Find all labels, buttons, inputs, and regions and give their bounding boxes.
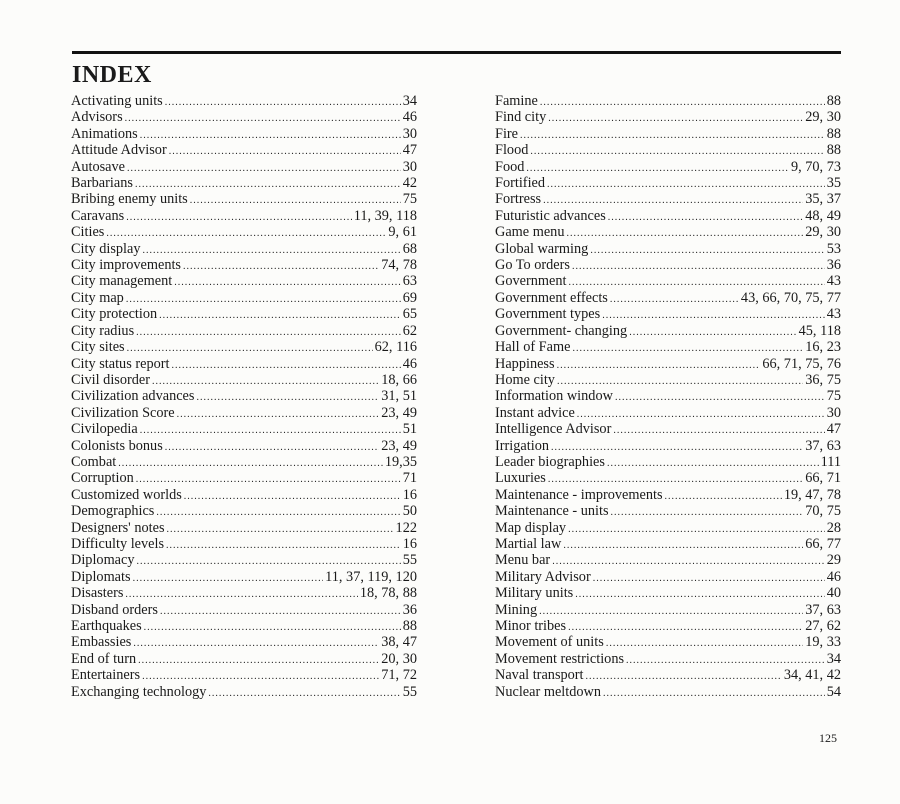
index-term: Irrigation (495, 437, 549, 454)
index-entry (71, 323, 417, 339)
index-pages: 29, 30 (805, 109, 841, 126)
dot-leader (575, 587, 824, 603)
index-entry (495, 126, 841, 142)
index-entry (495, 175, 841, 191)
dot-leader (160, 604, 401, 620)
index-pages: 75 (402, 191, 417, 208)
index-entry (495, 142, 841, 158)
index-entry (495, 323, 841, 339)
index-entry (71, 569, 417, 585)
index-entry (71, 405, 417, 421)
index-entry (495, 470, 841, 486)
index-term: Corruption (71, 470, 134, 487)
index-entry (71, 290, 417, 306)
top-rule (72, 51, 841, 54)
index-pages: 88 (826, 125, 841, 142)
index-entry (495, 552, 841, 568)
dot-leader (138, 653, 379, 669)
index-term: Advisors (71, 109, 123, 126)
index-pages: 27, 62 (805, 618, 841, 634)
index-entry (71, 372, 417, 388)
index-entry (495, 487, 841, 503)
dot-leader (125, 587, 357, 603)
index-pages: 55 (402, 683, 417, 700)
index-entry (71, 487, 417, 503)
index-pages: 36 (826, 257, 841, 274)
index-term: City display (71, 240, 141, 257)
dot-leader (547, 177, 825, 193)
index-entry (71, 224, 417, 240)
page-number: 125 (819, 731, 837, 745)
dot-leader (140, 128, 401, 144)
index-term: Home city (495, 371, 555, 388)
index-entry (495, 438, 841, 454)
index-pages: 9, 70, 73 (790, 158, 841, 175)
index-pages: 74, 78 (381, 257, 417, 274)
dot-leader (166, 538, 401, 554)
index-entry (71, 602, 417, 618)
index-term: Fortress (495, 191, 542, 208)
index-term: Government- changing (495, 322, 628, 339)
dot-leader (140, 423, 401, 439)
index-pages: 111 (820, 453, 841, 470)
index-pages: 34, 41, 42 (783, 667, 841, 684)
dot-leader (126, 292, 401, 308)
index-term: Civilization Score (71, 404, 175, 421)
index-pages: 30 (402, 158, 417, 175)
dot-leader (125, 111, 401, 127)
index-entry (495, 536, 841, 552)
index-term: Colonists bonus (71, 437, 163, 454)
index-entry (495, 257, 841, 273)
index-term: Diplomacy (71, 552, 135, 569)
index-pages: 46 (826, 568, 841, 585)
index-entry (71, 470, 417, 486)
index-pages: 122 (395, 519, 417, 536)
index-entry (495, 651, 841, 667)
index-pages: 29 (826, 552, 841, 569)
dot-leader (540, 95, 825, 111)
index-term: Information window (495, 388, 613, 405)
dot-leader (557, 358, 761, 374)
dot-leader (665, 489, 782, 505)
index-pages: 23, 49 (381, 404, 417, 421)
dot-leader (526, 161, 789, 177)
index-term: City management (71, 273, 173, 290)
index-term: City radius (71, 322, 135, 339)
index-pages: 68 (402, 240, 417, 257)
index-term: Movement of units (495, 634, 604, 651)
index-pages: 11, 39, 118 (353, 207, 417, 224)
index-entry (495, 109, 841, 125)
index-term: Combat (71, 453, 117, 470)
index-term: Find city (495, 109, 547, 126)
index-pages: 88 (826, 142, 841, 159)
index-entry (495, 339, 841, 355)
index-pages: 47 (402, 142, 417, 159)
index-term: Civilization advances (71, 388, 195, 405)
index-pages: 38, 47 (381, 634, 417, 651)
dot-leader (183, 259, 379, 275)
index-column-right (495, 93, 841, 700)
index-pages: 34 (402, 93, 417, 109)
index-entry (495, 93, 841, 109)
index-pages: 46 (402, 355, 417, 372)
index-entry (71, 552, 417, 568)
index-column-left (71, 93, 417, 700)
dot-leader (586, 669, 782, 685)
index-entry (495, 208, 841, 224)
index-entry (495, 356, 841, 372)
dot-leader (144, 620, 401, 636)
index-entry (71, 388, 417, 404)
index-term: Luxuries (495, 470, 546, 487)
index-term: Global warming (495, 240, 589, 257)
dot-leader (611, 505, 804, 521)
index-entry (71, 109, 417, 125)
dot-leader (171, 358, 400, 374)
index-pages: 71 (402, 470, 417, 487)
index-pages: 30 (402, 125, 417, 142)
index-term: City protection (71, 306, 158, 323)
index-pages: 34 (826, 650, 841, 667)
index-entry (71, 159, 417, 175)
index-pages: 53 (826, 240, 841, 257)
index-entry (71, 175, 417, 191)
dot-leader (520, 128, 825, 144)
index-term: Military units (495, 585, 574, 602)
index-entry (71, 454, 417, 470)
index-term: Military Advisor (495, 568, 591, 585)
index-pages: 43, 66, 70, 75, 77 (740, 289, 841, 306)
index-entry (71, 306, 417, 322)
dot-leader (126, 210, 352, 226)
index-entry (495, 421, 841, 437)
index-term: Nuclear meltdown (495, 683, 601, 700)
index-entry (495, 667, 841, 683)
index-entry (495, 634, 841, 650)
index-term: Government (495, 273, 567, 290)
dot-leader (118, 456, 383, 472)
index-term: Leader biographies (495, 453, 605, 470)
index-term: Famine (495, 93, 538, 109)
index-pages: 19, 33 (805, 634, 841, 651)
index-term: Fire (495, 125, 519, 142)
index-term: Movement restrictions (495, 650, 625, 667)
index-term: Government effects (495, 289, 608, 306)
index-entry (71, 93, 417, 109)
index-pages: 31, 51 (381, 388, 417, 405)
dot-leader (606, 636, 803, 652)
index-term: Difficulty levels (71, 535, 165, 552)
index-entry (495, 372, 841, 388)
index-entry (71, 191, 417, 207)
index-term: Government types (495, 306, 601, 323)
index-entry (71, 126, 417, 142)
dot-leader (613, 423, 824, 439)
dot-leader (602, 308, 824, 324)
index-pages: 66, 71 (805, 470, 841, 487)
dot-leader (167, 522, 394, 538)
dot-leader (608, 210, 803, 226)
index-term: Entertainers (71, 667, 141, 684)
index-pages: 48, 49 (805, 207, 841, 224)
index-pages: 63 (402, 273, 417, 290)
index-pages: 47 (826, 421, 841, 438)
dot-leader (184, 489, 401, 505)
index-term: City map (71, 289, 124, 306)
index-entry (495, 273, 841, 289)
index-term: Embassies (71, 634, 132, 651)
index-term: Minor tribes (495, 618, 567, 634)
index-entry (495, 602, 841, 618)
index-entry (71, 241, 417, 257)
index-entry (71, 356, 417, 372)
index-pages: 23, 49 (381, 437, 417, 454)
dot-leader (159, 308, 401, 324)
index-pages: 37, 63 (805, 601, 841, 618)
index-term: Map display (495, 519, 567, 536)
index-pages: 20, 30 (381, 650, 417, 667)
index-term: Happiness (495, 355, 555, 372)
index-pages: 43 (826, 306, 841, 323)
dot-leader (610, 292, 739, 308)
index-term: Food (495, 158, 525, 175)
dot-leader (174, 275, 400, 291)
dot-leader (143, 243, 401, 259)
index-term: Barbarians (71, 175, 133, 192)
index-entry (71, 257, 417, 273)
index-entry (495, 191, 841, 207)
dot-leader (208, 686, 400, 702)
dot-leader (552, 554, 825, 570)
dot-leader (133, 571, 324, 587)
index-title: INDEX (72, 62, 152, 88)
index-term: Earthquakes (71, 618, 142, 634)
index-term: End of turn (71, 650, 137, 667)
index-entry (495, 520, 841, 536)
dot-leader (177, 407, 380, 423)
index-term: Exchanging technology (71, 683, 207, 700)
index-term: Intelligence Advisor (495, 421, 612, 438)
index-pages: 36 (402, 601, 417, 618)
index-entry (495, 159, 841, 175)
index-entry (495, 684, 841, 700)
index-entry (495, 241, 841, 257)
index-pages: 18, 78, 88 (359, 585, 417, 602)
index-term: Attitude Advisor (71, 142, 167, 159)
index-pages: 36, 75 (805, 371, 841, 388)
index-term: Customized worlds (71, 486, 182, 503)
index-entry (71, 585, 417, 601)
dot-leader (603, 686, 825, 702)
index-entry (495, 618, 841, 634)
index-term: Instant advice (495, 404, 575, 421)
index-pages: 62, 116 (374, 339, 417, 356)
index-entry (71, 651, 417, 667)
index-entry (71, 273, 417, 289)
index-pages: 75 (826, 388, 841, 405)
index-pages: 16 (402, 535, 417, 552)
index-term: City status report (71, 355, 170, 372)
index-term: Flood (495, 142, 529, 159)
index-entry (495, 405, 841, 421)
dot-leader (615, 390, 825, 406)
index-term: Futuristic advances (495, 207, 606, 224)
index-entry (71, 536, 417, 552)
index-term: Menu bar (495, 552, 551, 569)
index-entry (495, 454, 841, 470)
dot-leader (165, 95, 401, 111)
index-entry (71, 667, 417, 683)
index-pages: 62 (402, 322, 417, 339)
index-pages: 54 (826, 683, 841, 700)
dot-leader (563, 538, 803, 554)
index-term: Diplomats (71, 568, 131, 585)
dot-leader (136, 325, 401, 341)
index-pages: 16 (402, 486, 417, 503)
index-pages: 51 (402, 421, 417, 438)
index-term: Naval transport (495, 667, 584, 684)
index-pages: 37, 63 (805, 437, 841, 454)
index-pages: 45, 118 (798, 322, 841, 339)
index-entry (495, 585, 841, 601)
dot-leader (590, 243, 824, 259)
dot-leader (548, 111, 803, 127)
index-entry (71, 339, 417, 355)
index-pages: 50 (402, 503, 417, 520)
index-pages: 11, 37, 119, 120 (325, 568, 417, 585)
index-pages: 70, 75 (805, 503, 841, 520)
index-term: Autosave (71, 158, 125, 175)
index-term: Game menu (495, 224, 565, 241)
index-entry (71, 520, 417, 536)
index-pages: 9, 61 (388, 224, 417, 241)
index-pages: 28 (826, 519, 841, 536)
index-term: Fortified (495, 175, 546, 192)
index-pages: 42 (402, 175, 417, 192)
dot-leader (566, 226, 803, 242)
index-pages: 35 (826, 175, 841, 192)
index-pages: 66, 71, 75, 76 (762, 355, 841, 372)
dot-leader (169, 144, 401, 160)
index-term: Maintenance - units (495, 503, 609, 520)
index-term: Cities (71, 224, 105, 241)
index-entry (495, 306, 841, 322)
index-term: Hall of Fame (495, 339, 571, 356)
index-entry (495, 290, 841, 306)
index-pages: 16, 23 (805, 339, 841, 356)
index-pages: 66, 77 (805, 535, 841, 552)
index-pages: 65 (402, 306, 417, 323)
index-entry (495, 569, 841, 585)
dot-leader (133, 636, 379, 652)
dot-leader (530, 144, 824, 160)
index-term: Go To orders (495, 257, 570, 274)
index-entry (71, 438, 417, 454)
index-term: City improvements (71, 257, 181, 274)
index-entry (495, 503, 841, 519)
index-term: Maintenance - improvements (495, 486, 663, 503)
index-term: Bribing enemy units (71, 191, 188, 208)
index-pages: 69 (402, 289, 417, 306)
dot-leader (607, 456, 819, 472)
index-pages: 71, 72 (381, 667, 417, 684)
index-term: Animations (71, 125, 138, 142)
dot-leader (593, 571, 825, 587)
index-pages: 30 (826, 404, 841, 421)
index-term: Demographics (71, 503, 155, 520)
index-pages: 29, 30 (805, 224, 841, 241)
index-pages: 19, 47, 78 (783, 486, 841, 503)
index-pages: 40 (826, 585, 841, 602)
index-term: Civilopedia (71, 421, 138, 438)
dot-leader (196, 390, 379, 406)
dot-leader (106, 226, 386, 242)
dot-leader (572, 259, 825, 275)
dot-leader (127, 161, 401, 177)
dot-leader (568, 522, 825, 538)
index-pages: 18, 66 (381, 371, 417, 388)
index-term: Activating units (71, 93, 163, 109)
index-pages: 35, 37 (805, 191, 841, 208)
dot-leader (629, 325, 796, 341)
index-entry (71, 684, 417, 700)
index-entry (495, 224, 841, 240)
index-pages: 46 (402, 109, 417, 126)
index-pages: 55 (402, 552, 417, 569)
index-pages: 43 (826, 273, 841, 290)
dot-leader (156, 505, 400, 521)
index-entry (71, 208, 417, 224)
index-entry (71, 618, 417, 634)
dot-leader (577, 407, 825, 423)
index-entry (71, 142, 417, 158)
dot-leader (539, 604, 803, 620)
index-term: Martial law (495, 535, 562, 552)
index-entry (71, 421, 417, 437)
index-term: Designers' notes (71, 519, 165, 536)
index-term: Disasters (71, 585, 124, 602)
index-pages: 19,35 (384, 453, 417, 470)
dot-leader (165, 440, 379, 456)
index-entry (495, 388, 841, 404)
index-term: Caravans (71, 207, 125, 224)
index-pages: 88 (402, 618, 417, 634)
index-entry (71, 634, 417, 650)
index-term: Disband orders (71, 601, 158, 618)
index-pages: 88 (826, 93, 841, 109)
index-term: Civil disorder (71, 371, 151, 388)
index-term: Mining (495, 601, 538, 618)
index-term: City sites (71, 339, 125, 356)
index-entry (71, 503, 417, 519)
